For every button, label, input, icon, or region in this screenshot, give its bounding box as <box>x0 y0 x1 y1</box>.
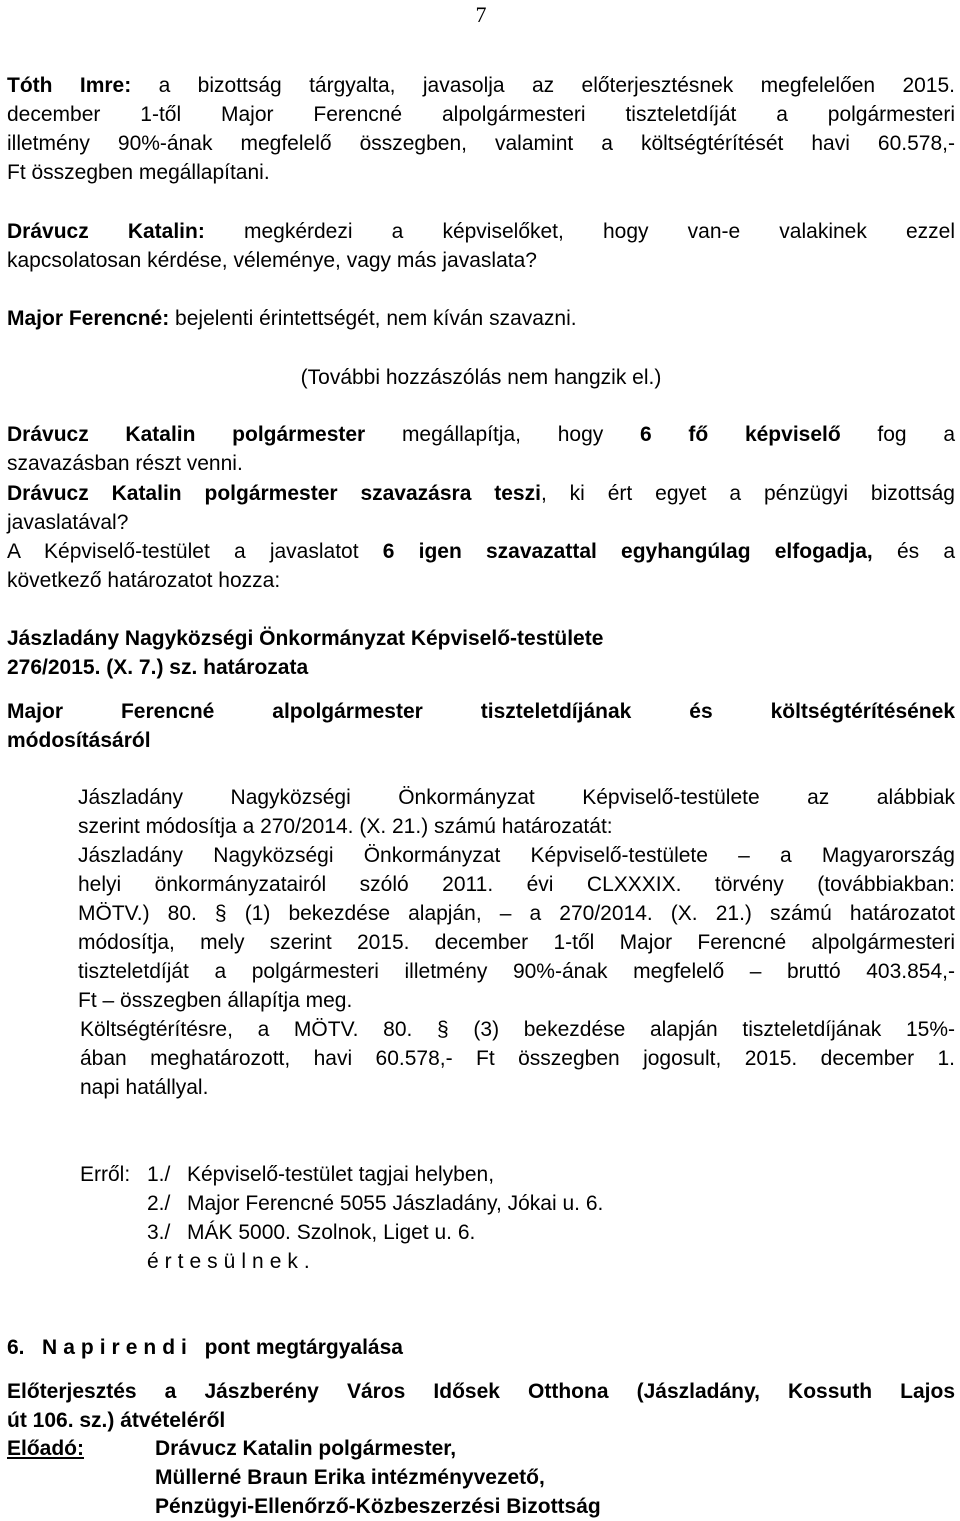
presenter-label: Előadó: <box>7 1437 84 1460</box>
no-further-comments: (További hozzászólás nem hangzik el.) <box>300 366 662 389</box>
paragraph-dravucz-question: Drávucz Katalin: megkérdezi a képviselőket, hogy van-e valakinek ezzel kapcsolatosan kérdése, véleménye, vagy más javaslata? <box>7 220 955 272</box>
resolution-number: 276/2015. (X. 7.) sz. határozata <box>7 656 309 679</box>
list-item: Erről: 1./ Képviselő-testület tagjai helyben, <box>80 1163 495 1186</box>
page-number: 7 <box>475 2 487 27</box>
list-item: 2./ Major Ferencné 5055 Jászladány, Jókai u. 6. <box>147 1192 604 1215</box>
resolution-header <box>7 624 955 682</box>
speaker-name: Major Ferencné: <box>7 307 170 330</box>
notification-list <box>80 1160 955 1276</box>
paragraph-vote-result: A Képviselő-testület a javaslatot 6 igen szavazattal egyhangúlag elfogadja, és a következő határozatot hozza: <box>7 540 956 592</box>
resolution-subject: Major Ferencné alpolgármester tiszteletdíjának és költségtérítésének módosításáról <box>7 700 955 752</box>
speaker-name: Tóth Imre: <box>7 74 132 97</box>
paragraph-quorum: Drávucz Katalin polgármester megállapítja, hogy 6 fő képviselő fog a szavazásban részt venni. <box>7 423 955 475</box>
decision-cost: Költségtérítésre, a MÖTV. 80. § (3) bekezdése alapján tiszteletdíjának 15%- ában meghatározott, havi 60.578,- Ft összegben jogosult, 2015. december 1. napi hatállyal. <box>80 1018 955 1099</box>
paragraph-vote-call: Drávucz Katalin polgármester szavazásra teszi, ki ért egyet a pénzügyi bizottság javaslatával? <box>7 482 955 534</box>
paragraph-major-ferencne: Major Ferencné: bejelenti érintettségét, nem kíván szavazni. <box>7 307 577 330</box>
agenda-item-heading: 6. Napirendi pont megtárgyalása <box>7 1336 403 1359</box>
notification-closing: értesülnek. <box>147 1250 316 1273</box>
list-item: 3./ MÁK 5000. Szolnok, Liget u. 6. <box>147 1221 476 1244</box>
decision-text: Jászladány Nagyközségi Önkormányzat Képviselő-testülete az alábbiak szerint módosítja a 270/2014. (X. 21.) számú határozatát: Jászladány Nagyközségi Önkormányzat Képviselő-testülete – a Magyarország helyi önkormányzatairól szóló 2011. évi CLXXXIX. törvény (továbbiakban: MÖTV.) 80. § (1) bekezdése alapján, – a 270/2014. (X. 21.) számú határozatot módosítja, mely szerint 2015. december 1-től Major Ferencné alpolgármesteri tiszteletdíját a polgármesteri illetmény 90%-ának megfelelő – bruttó 403.854,- Ft – összegben állapítja meg. <box>78 786 955 1012</box>
resolution-body: Jászladány Nagyközségi Önkormányzat Képviselő-testülete <box>7 627 604 650</box>
proposal-title: Előterjesztés a Jászberény Város Idősek Otthona (Jászladány, Kossuth Lajos út 106. sz.) átvételéről <box>7 1380 955 1432</box>
presenter-block: Előadó: Drávucz Katalin polgármester, Müllerné Braun Erika intézményvezető, Pénzügyi-Ellenőrző-Közbeszerzési Bizottság <box>7 1434 955 1521</box>
speaker-name: Drávucz Katalin: <box>7 220 205 243</box>
paragraph-toth-imre: Tóth Imre: a bizottság tárgyalta, javasolja az előterjesztésnek megfelelően 2015. december 1-től Major Ferencné alpolgármesteri tiszteletdíját a polgármesteri illetmény 90%-ának megfelelő összegben, valamint a költségtérítését havi 60.578,- Ft összegben megállapítani. <box>7 74 955 184</box>
